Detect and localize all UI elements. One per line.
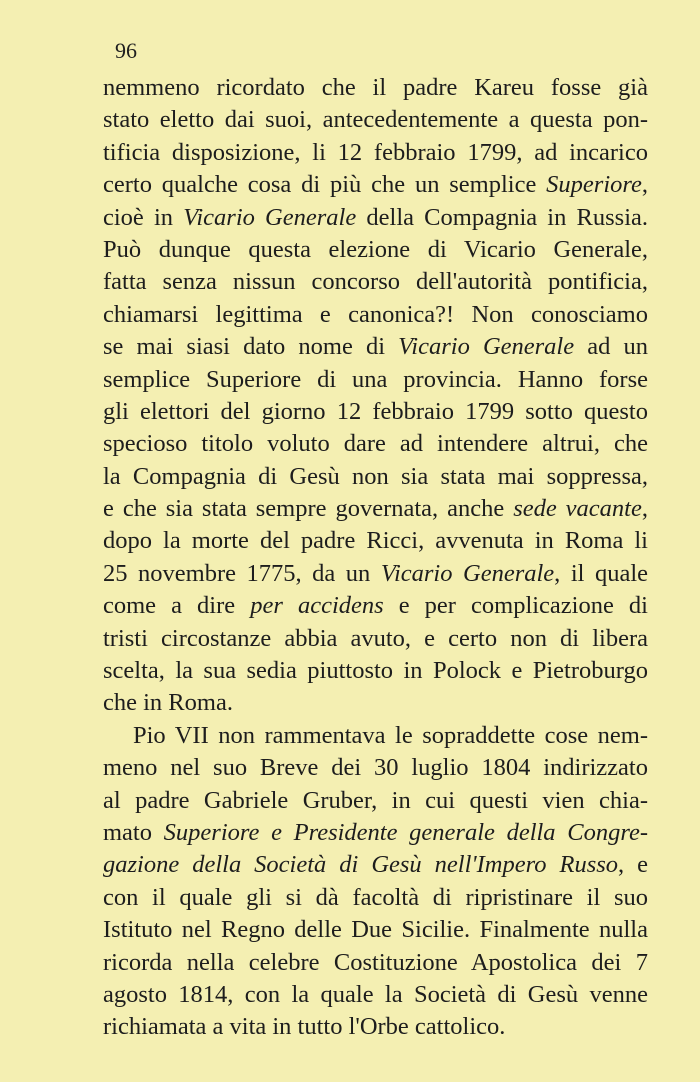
text-line — [103, 914, 648, 946]
text-run: meno nel suo Breve dei 30 luglio 1804 indirizzato — [103, 754, 648, 782]
text-run: chiamarsi legittima e canonica?! Non conosciamo — [103, 300, 648, 328]
text-run: scelta, la sua sedia piuttosto in Polock e Pietroburgo — [103, 657, 648, 685]
italic-text-run: Superiore — [546, 171, 642, 199]
text-run: , — [641, 495, 648, 523]
text-line — [103, 169, 648, 201]
text-run: con il quale gli si dà facoltà di ripristinare il suo — [103, 883, 648, 911]
text-line — [103, 1011, 648, 1043]
text-line — [103, 396, 648, 428]
text-line — [103, 137, 648, 169]
text-line — [103, 979, 648, 1011]
text-line — [103, 428, 648, 460]
text-run: , il quale — [554, 559, 649, 587]
text-run: che in Roma. — [103, 689, 233, 717]
text-line — [103, 817, 648, 849]
italic-text-run: per accidens — [250, 592, 384, 620]
text-line — [103, 202, 648, 234]
text-run: della Compagnia in Russia. — [356, 203, 648, 231]
text-line — [103, 525, 648, 557]
text-run: e per complicazione di — [383, 592, 648, 620]
text-line — [103, 752, 648, 784]
text-run: nemmeno ricordato che il padre Kareu fosse già — [103, 74, 648, 101]
text-line — [103, 493, 648, 525]
paragraph — [103, 720, 648, 1044]
page-text — [103, 72, 648, 1044]
text-run: richiamata a vita in tutto l'Orbe cattolico. — [103, 1013, 506, 1041]
text-run: mato — [103, 818, 164, 846]
text-run: semplice Superiore di una provincia. Hanno forse — [103, 365, 648, 393]
italic-text-run: Vicario Generale — [398, 333, 575, 361]
text-run: dopo la morte del padre Ricci, avvenuta in Roma li — [103, 527, 648, 555]
text-run: 25 novembre 1775, da un — [103, 559, 381, 587]
text-run: tificia disposizione, li 12 febbraio 1799, ad incarico — [103, 138, 648, 166]
text-line — [103, 266, 648, 298]
text-run: tristi circostanze abbia avuto, e certo non di libera — [103, 624, 648, 652]
text-run: gli elettori del giorno 12 febbraio 1799 sotto questo — [103, 397, 648, 425]
text-run: al padre Gabriele Gruber, in cui questi vien chia- — [103, 786, 648, 814]
text-run: stato eletto dai suoi, antecedentemente a questa pon- — [103, 106, 648, 134]
paragraph — [103, 72, 648, 720]
text-run: Può dunque questa elezione di Vicario Generale, — [103, 235, 648, 263]
text-line — [103, 234, 648, 266]
text-run: , — [641, 171, 648, 199]
text-line — [103, 849, 648, 881]
text-run: e che sia stata sempre governata, anche — [103, 495, 514, 523]
text-line — [103, 331, 648, 363]
italic-text-run: Vicario Generale — [183, 203, 357, 231]
text-run: se mai siasi dato nome di — [103, 333, 399, 361]
text-run: la Compagnia di Gesù non sia stata mai soppressa, — [103, 462, 648, 490]
text-line — [103, 72, 648, 104]
text-run: ad un — [574, 333, 649, 361]
text-line — [103, 623, 648, 655]
text-run: cioè in — [103, 203, 184, 231]
text-run: Istituto nel Regno delle Due Sicilie. Finalmente nulla — [103, 916, 648, 944]
text-line — [103, 104, 648, 136]
text-run: , e — [618, 851, 649, 879]
page-number: 96 — [115, 38, 137, 63]
text-run: certo qualche cosa di più che un semplice — [103, 171, 547, 199]
text-line — [103, 364, 648, 396]
text-run: agosto 1814, con la quale la Società di Gesù venne — [103, 980, 648, 1008]
italic-text-run: Superiore e Presidente generale della Congre- — [163, 818, 648, 846]
text-line — [103, 655, 648, 687]
italic-text-run: sede vacante — [513, 495, 642, 523]
text-line — [103, 558, 648, 590]
text-line — [103, 720, 648, 752]
italic-text-run: Vicario Generale — [380, 559, 555, 587]
text-run: specioso titolo voluto dare ad intendere altrui, che — [103, 430, 648, 458]
text-line — [103, 687, 648, 719]
italic-text-run: gazione della Società di Gesù nell'Impero Russo — [103, 851, 619, 879]
text-line — [103, 299, 648, 331]
text-line — [103, 461, 648, 493]
text-run: fatta senza nissun concorso dell'autorità pontificia, — [103, 268, 648, 296]
text-line — [103, 947, 648, 979]
text-line — [103, 882, 648, 914]
text-line — [103, 590, 648, 622]
text-run: come a dire — [103, 592, 251, 620]
text-line — [103, 785, 648, 817]
text-run: Pio VII non rammentava le sopraddette cose nem- — [133, 721, 648, 749]
text-run: ricorda nella celebre Costituzione Apostolica dei 7 — [103, 948, 648, 976]
